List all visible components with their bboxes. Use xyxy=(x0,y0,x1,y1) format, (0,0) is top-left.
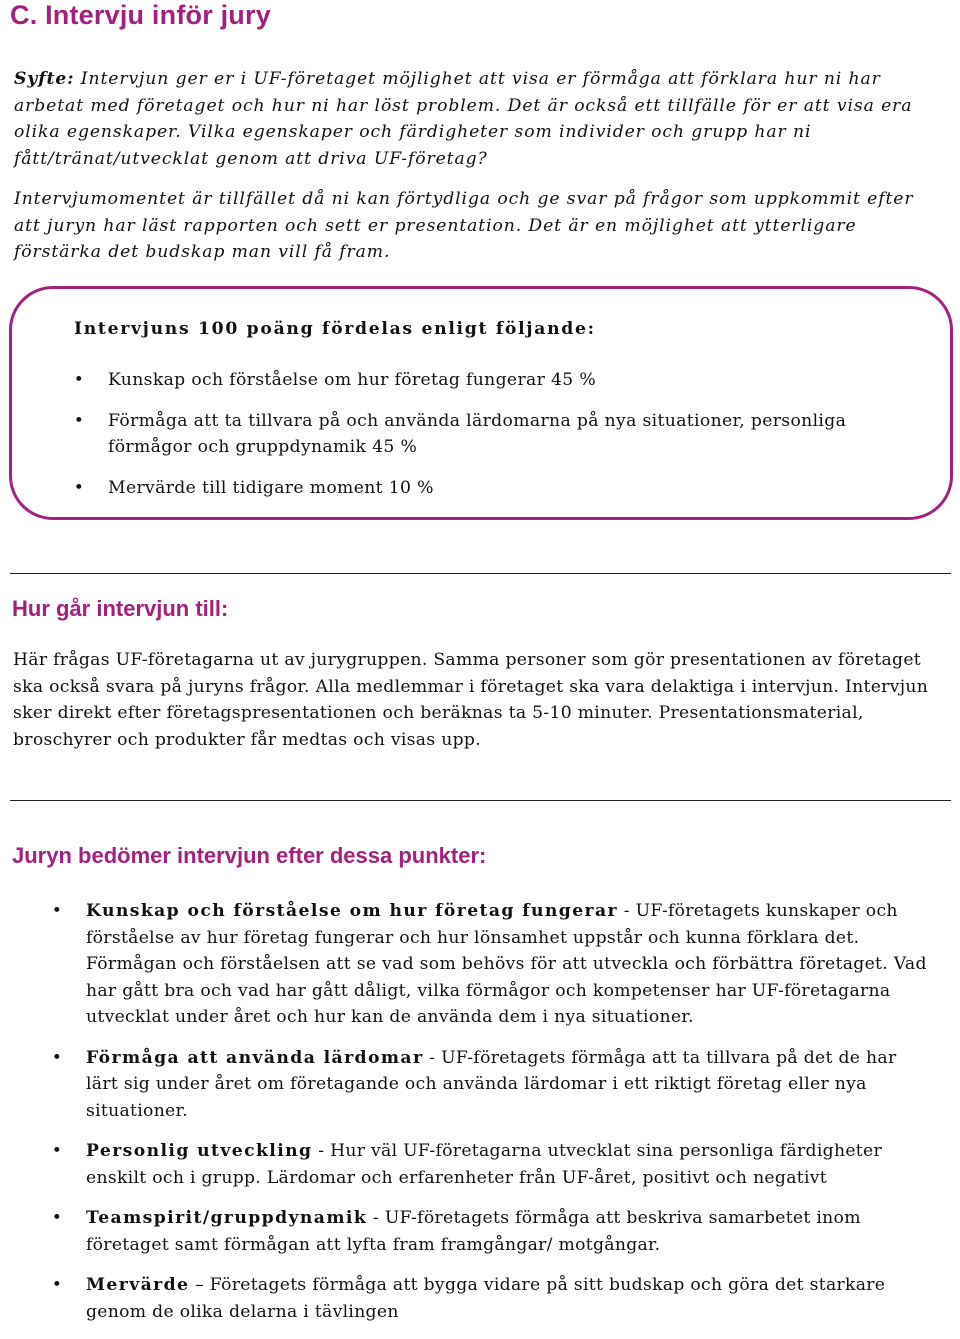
list-item xyxy=(72,475,932,502)
section-text-how: Här frågas UF-företagarna ut av jurygruppen. Samma personer som gör presentationen av företaget ska också svara på juryns frågor. Alla medlemmar i företaget ska vara delaktiga i intervjun. Intervjun sker direkt efter företagspresentationen och beräknas ta 5-10 minuter. Presentationsmaterial, broschyrer och produkter får medtas och visas upp. xyxy=(13,650,929,750)
list-item xyxy=(50,1272,930,1325)
intro-paragraph-2: Intervjumomentet är tillfället då ni kan förtydliga och ge svar på frågor som uppkommit efter att juryn har läst rapporten och sett er presentation. Det är en möjlighet att ytterligare förstärka det budskap man vill få fram. xyxy=(14,189,914,262)
intro-section xyxy=(14,66,944,266)
criteria-term: Teamspirit/gruppdynamik xyxy=(86,1208,368,1228)
intro-paragraph-1 xyxy=(14,66,944,172)
points-list xyxy=(72,367,932,515)
divider xyxy=(10,573,951,574)
criteria-term: Mervärde xyxy=(86,1275,190,1295)
list-item xyxy=(50,1205,930,1258)
points-item-text: Förmåga att ta tillvara på och använda lärdomarna på nya situationer, personliga förmågor och gruppdynamik 45 % xyxy=(108,410,847,457)
list-item xyxy=(50,1045,930,1125)
bullet-icon: • xyxy=(51,1047,63,1068)
bullet-icon: • xyxy=(51,1141,63,1161)
list-item xyxy=(72,408,932,461)
criteria-separator: - xyxy=(423,1047,442,1068)
section-heading-how: Hur går intervjun till: xyxy=(12,596,229,621)
criteria-description: UF-företagets förmåga att beskriva samarbetet inom företaget samt förmågan att lyfta fram framgångar/ motgångar. xyxy=(86,1208,861,1255)
criteria-description: UF-företagets kunskaper och förståelse av hur företag fungerar och hur lönsamhet uppstår och kunna förklara det. Förmågan och förståelsen att se vad som behövs för att utveckla och förbättra företaget. Vad har gått bra och vad har gått dåligt, vilka förmågor och kompetenser har UF-företagarna utvecklat under året och hur kan de använda dem i nya situationer. xyxy=(86,901,927,1027)
criteria-term: Förmåga att använda lärdomar xyxy=(86,1047,424,1068)
list-item xyxy=(50,1138,930,1191)
criteria-separator: - xyxy=(367,1208,385,1228)
page-title: C. Intervju inför jury xyxy=(10,0,271,30)
points-box-heading: Intervjuns 100 poäng fördelas enligt följande: xyxy=(74,319,596,339)
criteria-description: UF-företagets förmåga att ta tillvara på det de har lärt sig under året om företagande och använda lärdomar i ett riktigt företag eller nya situationer. xyxy=(86,1047,897,1121)
bullet-icon: • xyxy=(73,410,85,431)
points-distribution-box xyxy=(9,286,953,520)
bullet-icon: • xyxy=(51,1275,63,1295)
bullet-icon: • xyxy=(73,370,85,390)
bullet-icon: • xyxy=(73,477,85,498)
bullet-icon: • xyxy=(51,1208,63,1228)
divider xyxy=(10,800,951,801)
list-item xyxy=(50,898,930,1031)
criteria-description: Företagets förmåga att bygga vidare på sitt budskap och göra det starkare genom de olika delarna i tävlingen xyxy=(86,1275,886,1322)
criteria-list xyxy=(50,898,930,1339)
criteria-term: Kunskap och förståelse om hur företag fungerar xyxy=(86,901,618,921)
points-item-text: Kunskap och förståelse om hur företag fungerar 45 % xyxy=(108,370,597,390)
criteria-separator: - xyxy=(312,1141,331,1161)
points-item-text: Mervärde till tidigare moment 10 % xyxy=(108,477,434,498)
purpose-text: Intervjun ger er i UF-företaget möjlighet att visa er förmåga att förklara hur ni har arbetat med företaget och hur ni har löst problem. Det är också ett tillfälle för er att visa era olika egenskaper. Vilka egenskaper och färdigheter som individer och grupp har ni fått/tränat/utvecklat genom att driva UF-företag? xyxy=(14,69,913,169)
section-heading-criteria: Juryn bedömer intervjun efter dessa punkter: xyxy=(12,843,487,868)
purpose-label: Syfte: xyxy=(14,69,75,89)
criteria-description: Hur väl UF-företagarna utvecklat sina personliga färdigheter enskilt och i grupp. Lärdomar och erfarenheter från UF-året, positivt och negativt xyxy=(86,1141,882,1188)
list-item xyxy=(72,367,932,394)
criteria-separator: – xyxy=(189,1275,210,1295)
bullet-icon: • xyxy=(51,901,63,921)
criteria-separator: - xyxy=(618,901,636,921)
criteria-term: Personlig utveckling xyxy=(86,1141,313,1161)
